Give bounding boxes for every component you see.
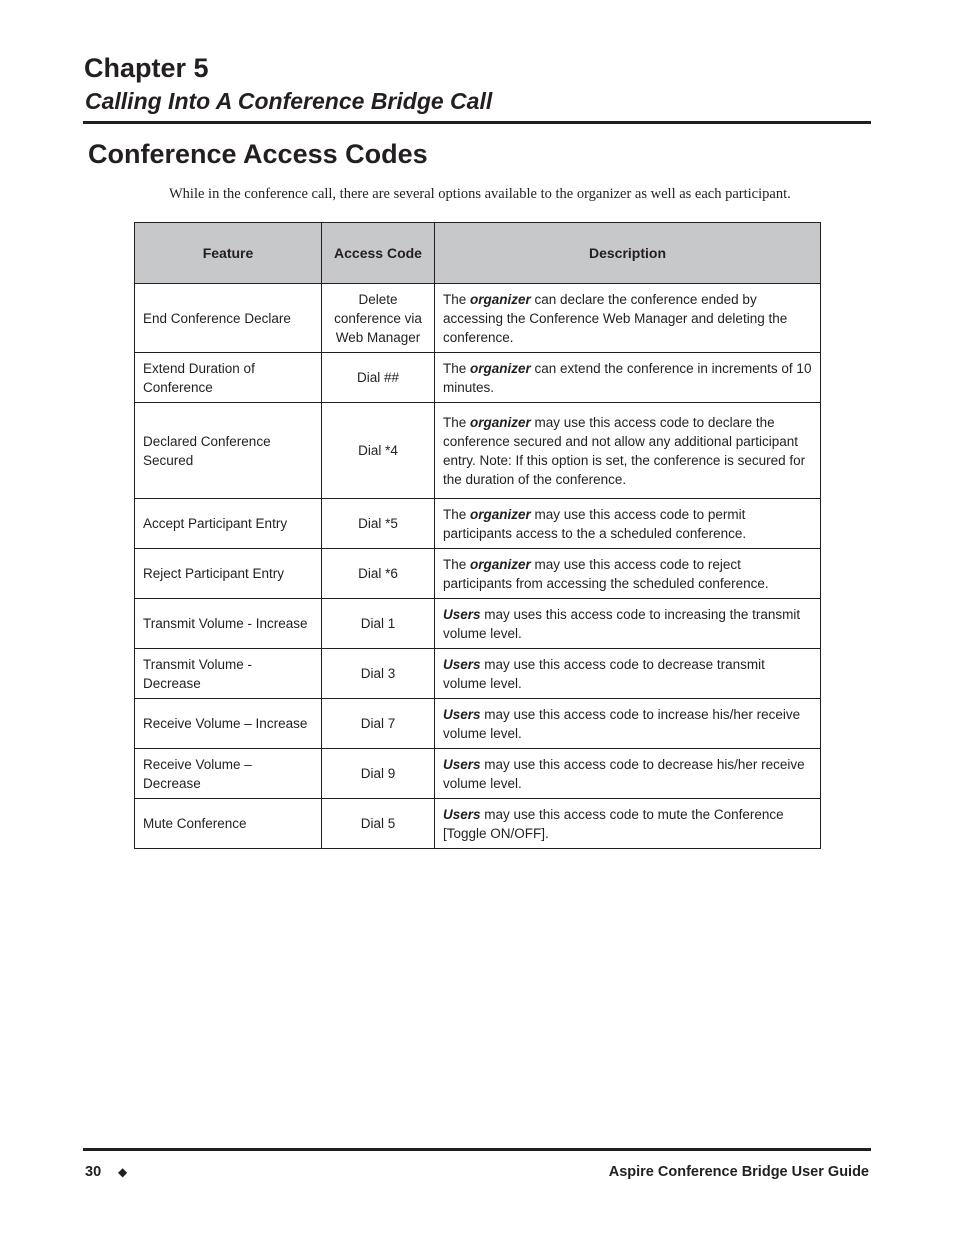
header-divider	[83, 121, 871, 124]
access-code-cell: Dial 5	[322, 799, 435, 849]
actor-emphasis: organizer	[470, 414, 531, 430]
access-code-cell: Delete conference via Web Manager	[322, 284, 435, 353]
access-code-cell: Dial ##	[322, 353, 435, 403]
actor-emphasis: organizer	[470, 556, 531, 572]
access-code-cell: Dial 9	[322, 749, 435, 799]
footer-guide-title: Aspire Conference Bridge User Guide	[608, 1164, 869, 1180]
access-code-cell: Dial *5	[322, 499, 435, 549]
table-row	[135, 799, 821, 849]
table-row	[135, 549, 821, 599]
table-header-row	[135, 223, 821, 284]
intro-paragraph: While in the conference call, there are several options available to the organizer as well as each participant.	[169, 186, 791, 202]
access-code-cell: Dial 1	[322, 599, 435, 649]
feature-cell: Transmit Volume - Increase	[135, 599, 322, 649]
feature-cell: Reject Participant Entry	[135, 549, 322, 599]
access-code-cell: Dial *4	[322, 403, 435, 499]
actor-emphasis: Users	[443, 606, 481, 622]
description-cell: The organizer can declare the conference ended by accessing the Conference Web Manager and deleting the conference.	[435, 284, 821, 353]
feature-cell: Receive Volume – Increase	[135, 699, 322, 749]
description-cell: The organizer can extend the conference in increments of 10 minutes.	[435, 353, 821, 403]
page-number: 30	[85, 1164, 102, 1180]
feature-cell: Extend Duration of Conference	[135, 353, 322, 403]
description-cell: Users may use this access code to increase his/her receive volume level.	[435, 699, 821, 749]
access-code-cell: Dial 3	[322, 649, 435, 699]
table-row	[135, 699, 821, 749]
description-cell: Users may use this access code to mute the Conference [Toggle ON/OFF].	[435, 799, 821, 849]
feature-cell: Declared Conference Secured	[135, 403, 322, 499]
table-row	[135, 599, 821, 649]
table-row	[135, 499, 821, 549]
description-cell: Users may use this access code to decrease his/her receive volume level.	[435, 749, 821, 799]
table-row	[135, 353, 821, 403]
actor-emphasis: organizer	[470, 291, 531, 307]
actor-emphasis: organizer	[470, 506, 531, 522]
header-feature: Feature	[135, 223, 322, 284]
description-cell: The organizer may use this access code to declare the conference secured and not allow any additional participant entry. Note: If this option is set, the conference is secured for the duration of the conference.	[435, 403, 821, 499]
table-row	[135, 749, 821, 799]
description-cell: Users may use this access code to decrease transmit volume level.	[435, 649, 821, 699]
feature-cell: Mute Conference	[135, 799, 322, 849]
chapter-subtitle: Calling Into A Conference Bridge Call	[85, 88, 493, 114]
chapter-title: Chapter 5	[84, 53, 209, 83]
feature-cell: Accept Participant Entry	[135, 499, 322, 549]
feature-cell: Transmit Volume - Decrease	[135, 649, 322, 699]
header-access-code: Access Code	[322, 223, 435, 284]
footer-divider	[83, 1148, 871, 1151]
feature-cell: Receive Volume – Decrease	[135, 749, 322, 799]
description-cell: The organizer may use this access code to reject participants from accessing the scheduled conference.	[435, 549, 821, 599]
description-cell: The organizer may use this access code to permit participants access to the a scheduled conference.	[435, 499, 821, 549]
table-row	[135, 284, 821, 353]
actor-emphasis: Users	[443, 756, 481, 772]
description-cell: Users may uses this access code to increasing the transmit volume level.	[435, 599, 821, 649]
header-description: Description	[435, 223, 821, 284]
access-codes-table	[134, 222, 821, 849]
actor-emphasis: organizer	[470, 360, 531, 376]
actor-emphasis: Users	[443, 806, 481, 822]
diamond-icon: ◆	[118, 1165, 128, 1179]
section-title: Conference Access Codes	[88, 139, 428, 169]
actor-emphasis: Users	[443, 656, 481, 672]
access-code-cell: Dial 7	[322, 699, 435, 749]
access-code-cell: Dial *6	[322, 549, 435, 599]
table-row	[135, 403, 821, 499]
feature-cell: End Conference Declare	[135, 284, 322, 353]
actor-emphasis: Users	[443, 706, 481, 722]
table-row	[135, 649, 821, 699]
